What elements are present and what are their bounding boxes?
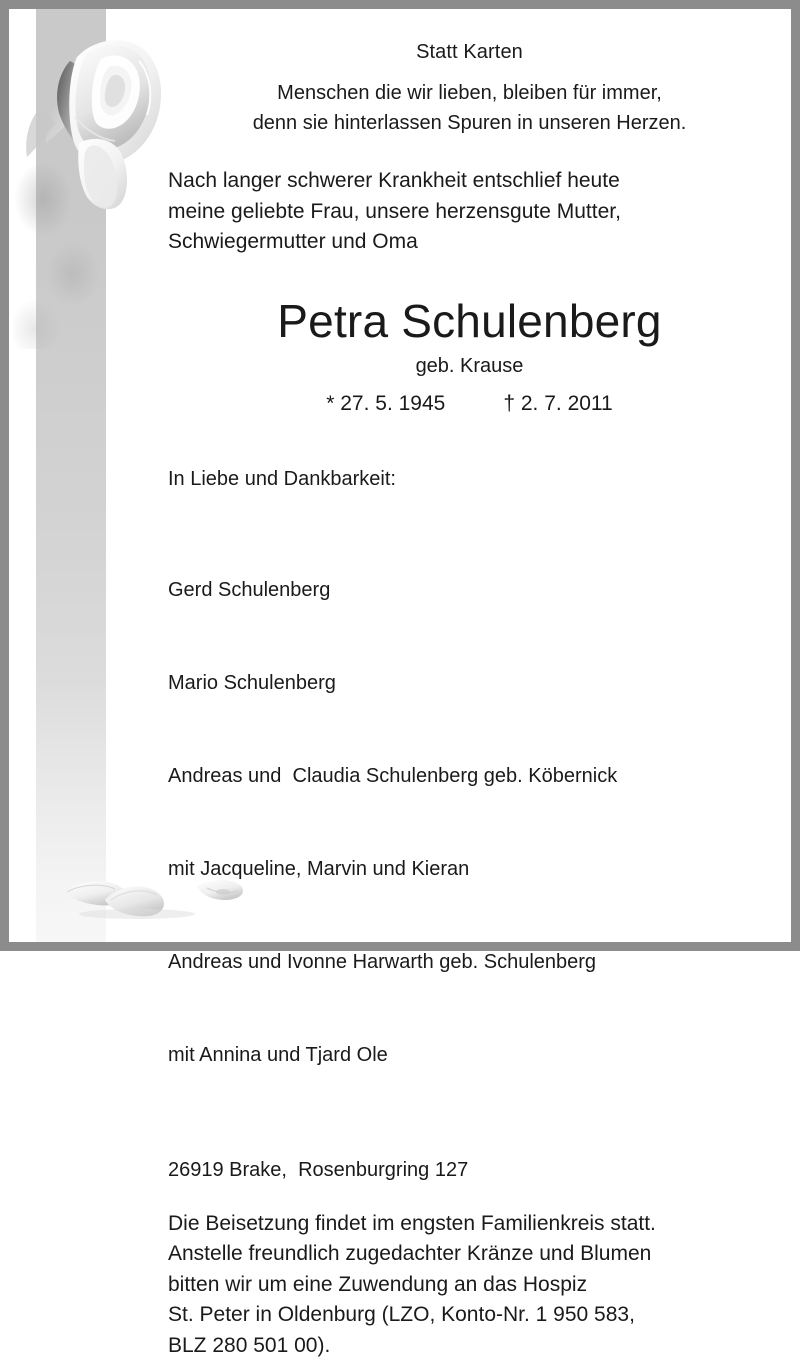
notice-content <box>168 9 771 942</box>
life-dates <box>168 392 771 416</box>
gray-vertical-band <box>36 9 106 942</box>
death-date: † 2. 7. 2011 <box>503 392 612 415</box>
survivor-line: mit Annina und Tjard Ole <box>168 1040 771 1071</box>
white-rose-image <box>15 17 175 282</box>
intro-line: Nach langer schwerer Krankheit entschlief heute <box>168 166 771 197</box>
header-note: Statt Karten <box>168 9 771 64</box>
address-line: 26919 Brake, Rosenburgring 127 <box>168 1159 771 1182</box>
closing-paragraph <box>168 1209 771 1361</box>
verse-line: denn sie hinterlassen Spuren in unseren Herzen. <box>168 108 771 138</box>
thanks-label: In Liebe und Dankbarkeit: <box>168 468 771 491</box>
survivor-line: Andreas und Ivonne Harwarth geb. Schulenberg <box>168 947 771 978</box>
deceased-maiden-name: geb. Krause <box>168 355 771 378</box>
verse-line: Menschen die wir lieben, bleiben für immer, <box>168 78 771 108</box>
closing-line: Anstelle freundlich zugedachter Kränze und Blumen <box>168 1239 771 1270</box>
survivor-line: mit Jacqueline, Marvin und Kieran <box>168 854 771 885</box>
survivor-line: Andreas und Claudia Schulenberg geb. Köbernick <box>168 761 771 792</box>
closing-line: BLZ 280 501 00). <box>168 1331 771 1361</box>
survivor-line: Mario Schulenberg <box>168 668 771 699</box>
survivors-list <box>168 513 771 1133</box>
notice-page <box>9 9 791 942</box>
birth-date: * 27. 5. 1945 <box>326 392 445 415</box>
survivor-line: Gerd Schulenberg <box>168 575 771 606</box>
rose-reflection-smudge <box>13 159 133 349</box>
closing-line: Die Beisetzung findet im engsten Familienkreis statt. <box>168 1209 771 1240</box>
intro-line: meine geliebte Frau, unsere herzensgute Mutter, <box>168 197 771 228</box>
closing-line: St. Peter in Oldenburg (LZO, Konto-Nr. 1 950 583, <box>168 1300 771 1331</box>
deceased-name-block <box>168 296 771 416</box>
intro-paragraph <box>168 166 771 258</box>
deceased-full-name: Petra Schulenberg <box>168 296 771 346</box>
verse-block <box>168 78 771 138</box>
intro-line: Schwiegermutter und Oma <box>168 227 771 258</box>
closing-line: bitten wir um eine Zuwendung an das Hospiz <box>168 1270 771 1301</box>
